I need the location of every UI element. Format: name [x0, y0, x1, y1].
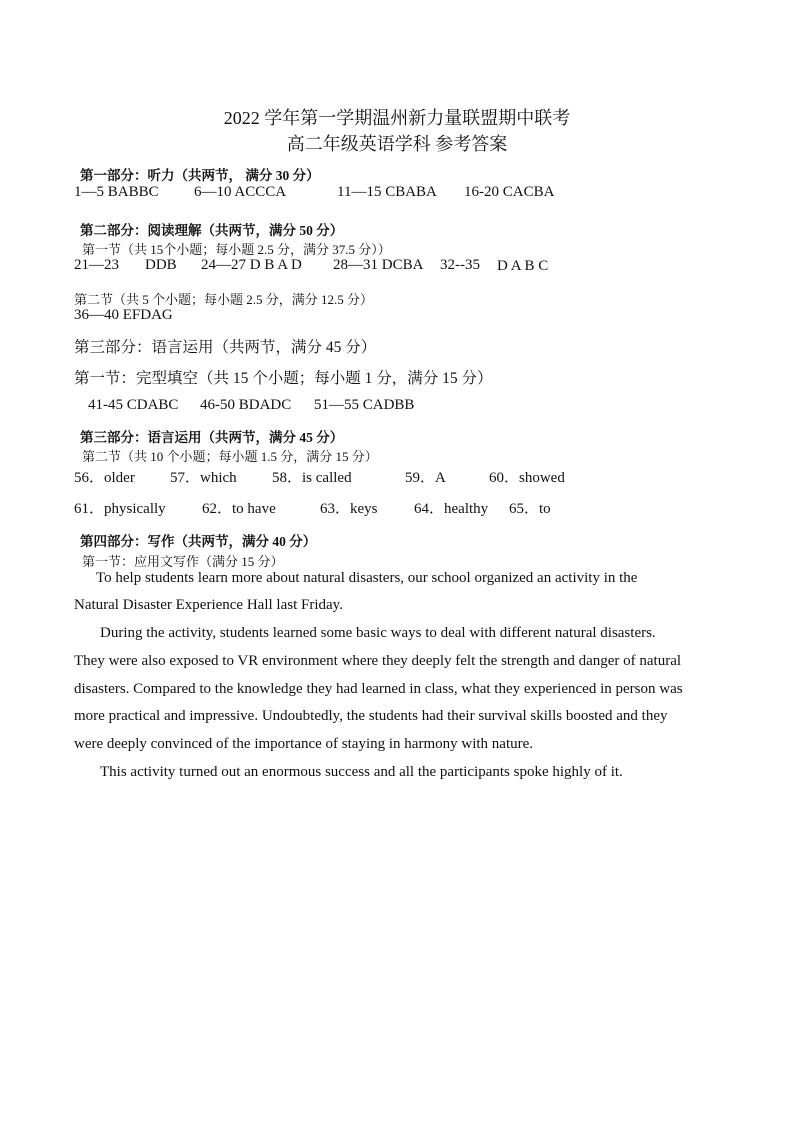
answer-item: 58．is called [272, 470, 352, 486]
essay-line: Natural Disaster Experience Hall last Friday. [74, 597, 343, 613]
essay-line: To help students learn more about natural disasters, our school organized an activity in the [96, 570, 638, 586]
page-subtitle: 高二年级英语学科 参考答案 [286, 134, 508, 154]
answer-group: 28—31 DCBA [333, 257, 424, 273]
answer-group: 32--35 [440, 257, 480, 273]
answer-item: 62．to have [202, 501, 276, 517]
part3-section2-heading: 第二节（共 10 个小题；每小题 1.5 分，满分 15 分） [82, 449, 378, 464]
answer-item: 61．physically [74, 501, 166, 517]
part2-heading: 第二部分：阅读理解（共两节，满分 50 分） [80, 223, 344, 238]
answer-group: 41-45 CDABC [88, 397, 179, 413]
answer-group: 46-50 BDADC [200, 397, 292, 413]
answer-item: 64．healthy [414, 501, 489, 517]
answer-group: 6—10 ACCCA [194, 184, 287, 200]
part4-section1-heading: 第一节：应用文写作（满分 15 分） [82, 554, 284, 569]
essay-line: This activity turned out an enormous success and all the participants spoke highly of it. [100, 764, 623, 780]
essay-line: were deeply convinced of the importance of staying in harmony with nature. [74, 736, 534, 752]
answer-group: 51—55 CADBB [314, 397, 415, 413]
answer-group: D A B C [497, 258, 549, 274]
answer-group: 21—23 [74, 257, 119, 273]
answer-item: 60．showed [489, 470, 565, 486]
answer-group: 1—5 BABBC [74, 184, 159, 200]
essay-line: more practical and impressive. Undoubtedly, the students had their survival skills boosted and they [74, 708, 668, 724]
part2-section1-heading: 第一节（共 15个小题；每小题 2.5 分，满分 37.5 分）） [82, 242, 391, 257]
answer-group: 36—40 EFDAG [74, 307, 173, 323]
essay-line: They were also exposed to VR environment where they deeply felt the strength and danger of natural [74, 653, 682, 669]
page-title: 2022 学年第一学期温州新力量联盟期中联考 [223, 108, 571, 128]
answer-item: 65．to [509, 501, 551, 517]
part1-heading: 第一部分：听力（共两节， 满分 30 分） [80, 168, 320, 183]
essay-line: During the activity, students learned some basic ways to deal with different natural disasters. [100, 625, 656, 641]
essay-line: disasters. Compared to the knowledge they had learned in class, what they experienced in person was [74, 681, 683, 697]
part4-heading: 第四部分：写作（共两节，满分 40 分） [80, 534, 317, 549]
part2-section2-heading: 第二节（共 5 个小题；每小题 2.5 分，满分 12.5 分） [74, 292, 374, 307]
answer-group: 24—27 D B A D [201, 257, 302, 273]
answer-item: 63．keys [320, 501, 378, 517]
answer-group: 16-20 CACBA [464, 184, 555, 200]
answer-item: 56．older [74, 470, 135, 486]
part3-heading: 第三部分：语言运用（共两节，满分 45 分） [74, 339, 377, 356]
answer-group: DDB [145, 257, 177, 273]
part3b-heading: 第三部分：语言运用（共两节，满分 45 分） [80, 430, 344, 445]
answer-item: 57．which [170, 470, 237, 486]
answer-item: 59．A [405, 470, 446, 486]
answer-group: 11—15 CBABA [337, 184, 437, 200]
part3-section1-heading: 第一节：完型填空（共 15 个小题；每小题 1 分，满分 15 分） [74, 370, 493, 387]
